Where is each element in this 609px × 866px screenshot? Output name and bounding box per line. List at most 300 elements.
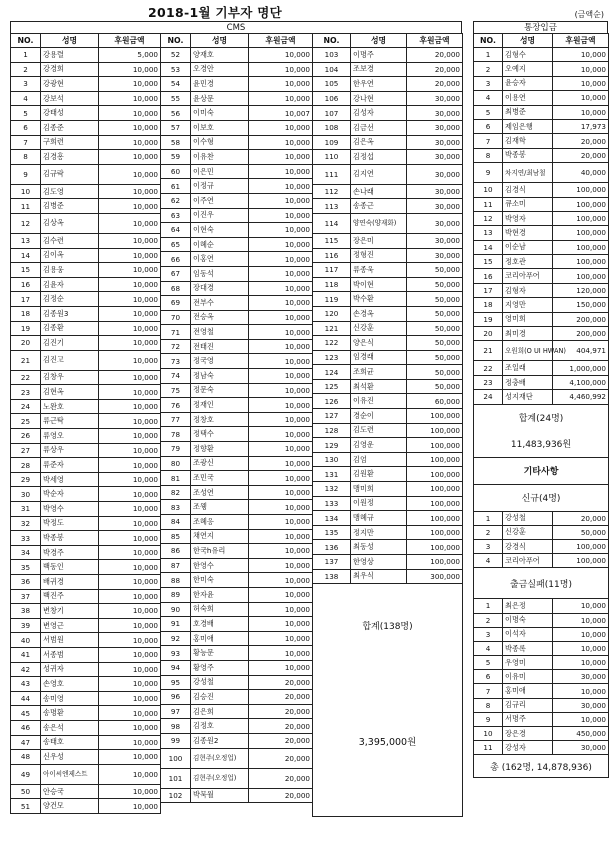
table-row: [11, 91, 161, 106]
cms-total-amount: 3,395,000원: [313, 666, 463, 817]
donor-name: 정국영: [191, 354, 249, 369]
donor-name: 박현경: [503, 226, 553, 240]
donor-name: 아이씨엔제스트: [41, 764, 99, 784]
donation-amount: 10,000: [99, 277, 161, 292]
row-number: 5: [11, 106, 41, 121]
donation-amount: 10,000: [249, 120, 313, 135]
row-number: 123: [313, 350, 351, 365]
table-row: [11, 150, 161, 165]
col-header-name: 성명: [191, 34, 249, 48]
donor-name: 서범원: [41, 633, 99, 648]
donation-amount: 10,000: [99, 531, 161, 546]
donor-name: 류종욱: [351, 263, 407, 278]
row-number: 24: [474, 390, 503, 404]
donation-amount: 10,000: [553, 105, 609, 119]
donation-amount: 10,000: [249, 558, 313, 573]
donation-amount: 50,000: [407, 292, 463, 307]
donation-amount: 20,000: [249, 788, 313, 803]
donor-name: 김경식: [503, 183, 553, 197]
row-number: 20: [11, 336, 41, 351]
row-number: 17: [11, 292, 41, 307]
donation-amount: 100,000: [553, 183, 609, 197]
table-row: [313, 277, 463, 292]
donation-amount: 20,000: [407, 77, 463, 92]
row-number: 51: [11, 799, 41, 814]
donor-name: 류영오: [41, 429, 99, 444]
donation-amount: 100,000: [553, 226, 609, 240]
table-row: [474, 341, 609, 361]
row-number: 90: [161, 602, 191, 617]
table-row: [11, 233, 161, 248]
donation-amount: 20,000: [249, 690, 313, 705]
row-number: 65: [161, 237, 191, 252]
table-row: [161, 471, 313, 486]
row-number: 22: [11, 370, 41, 385]
table-row: [11, 458, 161, 473]
row-number: 93: [161, 646, 191, 661]
donor-name: 김지연: [351, 164, 407, 184]
row-number: 67: [161, 266, 191, 281]
row-number: 9: [474, 163, 503, 183]
donor-name: 변창기: [41, 604, 99, 619]
donor-name: 정남숙: [191, 369, 249, 384]
col-header-amount: 후원금액: [99, 34, 161, 48]
row-number: 7: [474, 134, 503, 148]
donor-name: 강성철: [191, 675, 249, 690]
row-number: 11: [474, 197, 503, 211]
donor-name: 조웽: [191, 500, 249, 515]
row-number: 92: [161, 631, 191, 646]
row-number: 132: [313, 482, 351, 497]
row-number: 4: [474, 91, 503, 105]
donor-name: 박종봉: [503, 148, 553, 162]
row-number: 109: [313, 135, 351, 150]
donor-name: 양건모: [41, 799, 99, 814]
row-number: 112: [313, 184, 351, 199]
row-number: 135: [313, 525, 351, 540]
donor-name: 정호관: [503, 255, 553, 269]
donor-name: 송은석: [41, 720, 99, 735]
donation-amount: 10,000: [99, 799, 161, 814]
row-number: 94: [161, 660, 191, 675]
donation-amount: 10,000: [249, 266, 313, 281]
donor-name: 박종봉: [41, 531, 99, 546]
donation-amount: 10,000: [249, 135, 313, 150]
row-number: 81: [161, 471, 191, 486]
donor-table-1: [10, 33, 161, 814]
donation-amount: 100,000: [407, 482, 463, 497]
donation-amount: 20,000: [553, 134, 609, 148]
donor-name: 양은식: [351, 336, 407, 351]
donor-name: 이미숙: [191, 106, 249, 121]
donation-amount: 100,000: [407, 555, 463, 570]
donor-name: 이용연: [503, 91, 553, 105]
table-row: [161, 135, 313, 150]
table-row: [161, 398, 313, 413]
donation-amount: 50,000: [407, 277, 463, 292]
bank-total-amount: 11,483,936원: [474, 431, 609, 458]
row-number: 57: [161, 120, 191, 135]
donor-name: 박종록: [503, 641, 553, 655]
donor-name: 정창호: [191, 412, 249, 427]
donation-amount: 10,000: [99, 589, 161, 604]
donor-name: 조희균: [351, 365, 407, 380]
donor-name: 박순자: [41, 487, 99, 502]
table-row: [313, 91, 463, 106]
table-row: [313, 120, 463, 135]
row-number: 5: [474, 656, 503, 670]
row-number: 2: [474, 62, 503, 76]
table-row: [11, 385, 161, 400]
donor-name: 코리아푸어: [503, 269, 553, 283]
col-header-name: 성명: [41, 34, 99, 48]
row-number: 1: [474, 48, 503, 62]
table-row: [313, 292, 463, 307]
donor-name: 김종원3: [41, 306, 99, 321]
row-number: 15: [474, 255, 503, 269]
table-row: [11, 443, 161, 458]
row-number: 77: [161, 412, 191, 427]
table-row: [11, 429, 161, 444]
row-number: 1: [474, 599, 503, 613]
table-row: [474, 269, 609, 283]
donation-amount: 30,000: [407, 184, 463, 199]
table-row: [161, 383, 313, 398]
donor-name: 이현숙: [191, 223, 249, 238]
table-row: [474, 226, 609, 240]
donation-amount: 30,000: [553, 670, 609, 684]
table-row: [11, 248, 161, 263]
donation-amount: 20,000: [249, 719, 313, 734]
donation-amount: 10,000: [553, 641, 609, 655]
table-row: [161, 690, 313, 705]
donor-name: 홍미애: [503, 684, 553, 698]
row-number: 46: [11, 720, 41, 735]
row-number: 8: [11, 150, 41, 165]
table-row: [161, 456, 313, 471]
donor-name: 정충배: [503, 375, 553, 389]
row-number: 113: [313, 199, 351, 214]
donation-amount: 10,000: [99, 414, 161, 429]
donation-amount: 10,000: [99, 706, 161, 721]
row-number: 116: [313, 248, 351, 263]
table-row: [474, 62, 609, 76]
donation-amount: 100,000: [553, 211, 609, 225]
row-number: 134: [313, 511, 351, 526]
donation-amount: 17,973: [553, 119, 609, 133]
row-number: 136: [313, 540, 351, 555]
donor-name: 류상우: [41, 443, 99, 458]
table-row: [161, 631, 313, 646]
donation-amount: 10,000: [249, 456, 313, 471]
row-number: 70: [161, 310, 191, 325]
row-number: 22: [474, 361, 503, 375]
donation-amount: 100,000: [407, 452, 463, 467]
donor-name: 김규리: [503, 698, 553, 712]
table-row: [313, 452, 463, 467]
row-number: 16: [474, 269, 503, 283]
table-row: [474, 684, 609, 698]
donation-amount: 30,000: [407, 248, 463, 263]
donation-amount: 10,000: [249, 485, 313, 500]
table-row: [313, 423, 463, 438]
donation-amount: 10,000: [249, 164, 313, 179]
donation-amount: 10,000: [553, 599, 609, 613]
donor-name: 김수련: [41, 233, 99, 248]
donor-name: 이홍연: [191, 252, 249, 267]
row-number: 1: [11, 48, 41, 63]
donation-amount: 20,000: [553, 148, 609, 162]
donor-name: 강태성: [41, 106, 99, 121]
col-header-no: NO.: [313, 34, 351, 48]
table-row: [474, 312, 609, 326]
donor-name: 최병준: [503, 105, 553, 119]
row-number: 87: [161, 558, 191, 573]
row-number: 137: [313, 555, 351, 570]
donation-amount: 100,000: [553, 240, 609, 254]
row-number: 71: [161, 325, 191, 340]
donor-name: 김현주(오정업): [191, 748, 249, 768]
donor-name: 송명환: [41, 706, 99, 721]
donor-name: 변영근: [41, 618, 99, 633]
donation-amount: 10,000: [249, 617, 313, 632]
donor-name: 경순이: [351, 409, 407, 424]
table-row: [474, 511, 609, 525]
row-number: 121: [313, 321, 351, 336]
row-number: 138: [313, 569, 351, 584]
donation-amount: 10,000: [99, 336, 161, 351]
donation-amount: 30,000: [407, 164, 463, 184]
donor-name: 김원환: [351, 467, 407, 482]
donation-amount: 10,000: [99, 764, 161, 784]
donor-name: 최미경: [503, 327, 553, 341]
row-number: 15: [11, 263, 41, 278]
donor-name: 강광현: [41, 77, 99, 92]
row-number: 27: [11, 443, 41, 458]
table-row: [313, 496, 463, 511]
donor-name: 장은경: [503, 727, 553, 741]
donation-amount: 10,000: [99, 545, 161, 560]
row-number: 20: [474, 327, 503, 341]
donation-amount: 100,000: [407, 496, 463, 511]
col-header-no: NO.: [474, 34, 503, 48]
donation-amount: 150,000: [553, 298, 609, 312]
donor-name: 성귀자: [41, 662, 99, 677]
donor-name: 한영상: [351, 555, 407, 570]
donor-name: 강성철: [503, 511, 553, 525]
donor-name: 류준자: [41, 458, 99, 473]
donor-name: 정문숙: [191, 383, 249, 398]
table-row: [313, 248, 463, 263]
donation-amount: 10,000: [249, 62, 313, 77]
row-number: 117: [313, 263, 351, 278]
donation-amount: 10,000: [249, 383, 313, 398]
table-row: [474, 670, 609, 684]
row-number: 118: [313, 277, 351, 292]
donor-name: 성지재단: [503, 390, 553, 404]
donation-amount: 5,000: [99, 48, 161, 63]
donor-name: 제임은행: [503, 119, 553, 133]
donor-name: 이석자: [503, 627, 553, 641]
donation-amount: 10,000: [99, 248, 161, 263]
table-row: [313, 164, 463, 184]
col-header-amount: 후원금액: [249, 34, 313, 48]
table-row: [11, 48, 161, 63]
donation-amount: 10,000: [249, 369, 313, 384]
donation-amount: 10,000: [99, 633, 161, 648]
donation-amount: 10,000: [249, 339, 313, 354]
row-number: 68: [161, 281, 191, 296]
row-number: 60: [161, 164, 191, 179]
table-row: [161, 733, 313, 748]
donor-name: 황능문: [191, 646, 249, 661]
table-row: [474, 627, 609, 641]
row-number: 124: [313, 365, 351, 380]
donor-name: 최석환: [351, 379, 407, 394]
donation-amount: 10,000: [249, 442, 313, 457]
donor-name: 류근탁: [41, 414, 99, 429]
donor-name: 김정섭: [351, 150, 407, 165]
table-row: [161, 193, 313, 208]
row-number: 11: [11, 199, 41, 214]
row-number: 2: [11, 62, 41, 77]
donation-amount: 10,000: [553, 76, 609, 90]
row-number: 73: [161, 354, 191, 369]
donation-amount: 10,000: [553, 62, 609, 76]
donor-name: 채연지: [191, 529, 249, 544]
donation-amount: 10,000: [249, 252, 313, 267]
table-row: [11, 662, 161, 677]
donation-amount: 10,007: [249, 106, 313, 121]
donation-amount: 20,000: [249, 748, 313, 768]
donor-table-2: [160, 33, 313, 803]
donation-amount: 50,000: [407, 365, 463, 380]
donor-name: 김정호: [191, 719, 249, 734]
table-row: [474, 105, 609, 119]
row-number: 28: [11, 458, 41, 473]
donor-name: 영미희: [503, 312, 553, 326]
donor-name: 김형자: [503, 283, 553, 297]
row-number: 21: [11, 350, 41, 370]
donor-name: 구희련: [41, 135, 99, 150]
cms-total-label: 합계(138명): [313, 584, 463, 667]
donation-amount: 10,000: [99, 604, 161, 619]
donation-amount: 10,000: [249, 281, 313, 296]
donor-name: 안승국: [41, 784, 99, 799]
table-row: [161, 427, 313, 442]
row-number: 85: [161, 529, 191, 544]
donation-amount: 10,000: [99, 677, 161, 692]
donor-name: 김재학: [503, 134, 553, 148]
row-number: 133: [313, 496, 351, 511]
row-number: 115: [313, 233, 351, 248]
donor-name: 오경안: [191, 62, 249, 77]
table-row: [474, 48, 609, 62]
donation-amount: 10,000: [249, 150, 313, 165]
donation-amount: 100,000: [407, 540, 463, 555]
row-number: 19: [474, 312, 503, 326]
donor-name: 우영미: [503, 656, 553, 670]
donation-amount: 10,000: [99, 458, 161, 473]
donor-name: 장은미: [351, 233, 407, 248]
row-number: 107: [313, 106, 351, 121]
table-row: [11, 560, 161, 575]
table-row: [474, 211, 609, 225]
donation-amount: 10,000: [99, 164, 161, 184]
donor-name: 박수환: [351, 292, 407, 307]
donor-name: 강보석: [41, 91, 99, 106]
donation-amount: 10,000: [99, 487, 161, 502]
table-row: [161, 106, 313, 121]
row-number: 23: [11, 385, 41, 400]
donor-name: 최우식: [351, 569, 407, 584]
row-number: 86: [161, 544, 191, 559]
donor-name: 김도련: [351, 423, 407, 438]
donor-name: 김병준: [41, 199, 99, 214]
table-row: [161, 150, 313, 165]
donation-amount: 10,000: [99, 77, 161, 92]
donor-name: 호경배: [191, 617, 249, 632]
donation-amount: 10,000: [553, 712, 609, 726]
table-row: [161, 602, 313, 617]
table-row: [11, 164, 161, 184]
donor-name: 양연숙(양재화): [351, 213, 407, 233]
table-row: [313, 409, 463, 424]
row-number: 8: [474, 148, 503, 162]
row-number: 53: [161, 62, 191, 77]
table-row: [11, 784, 161, 799]
table-row: [313, 48, 463, 63]
table-row: [161, 573, 313, 588]
table-row: [161, 77, 313, 92]
cms-section-header: CMS: [10, 21, 462, 33]
donor-name: 조일래: [503, 361, 553, 375]
row-number: 89: [161, 587, 191, 602]
donation-amount: 10,000: [249, 398, 313, 413]
row-number: 79: [161, 442, 191, 457]
row-number: 105: [313, 77, 351, 92]
table-row: [11, 545, 161, 560]
table-row: [11, 306, 161, 321]
row-number: 82: [161, 485, 191, 500]
table-row: [11, 77, 161, 92]
row-number: 44: [11, 691, 41, 706]
table-row: [11, 589, 161, 604]
row-number: 14: [11, 248, 41, 263]
row-number: 5: [474, 105, 503, 119]
donation-amount: 50,000: [407, 263, 463, 278]
table-row: [11, 120, 161, 135]
row-number: 4: [474, 554, 503, 568]
donation-amount: 10,000: [249, 310, 313, 325]
table-row: [161, 48, 313, 63]
donation-amount: 50,000: [407, 321, 463, 336]
donation-amount: 10,000: [99, 429, 161, 444]
row-number: 76: [161, 398, 191, 413]
donor-name: 윤승자: [503, 76, 553, 90]
donation-amount: 20,000: [407, 48, 463, 63]
donor-name: 박이현: [351, 277, 407, 292]
row-number: 2: [474, 525, 503, 539]
donor-name: 전승옥: [191, 310, 249, 325]
donation-amount: 10,000: [99, 575, 161, 590]
donor-name: 신우성: [41, 750, 99, 765]
donation-amount: 10,000: [99, 150, 161, 165]
table-row: [11, 135, 161, 150]
donor-name: 김상옥: [41, 213, 99, 233]
table-row: [313, 555, 463, 570]
table-row: [474, 283, 609, 297]
